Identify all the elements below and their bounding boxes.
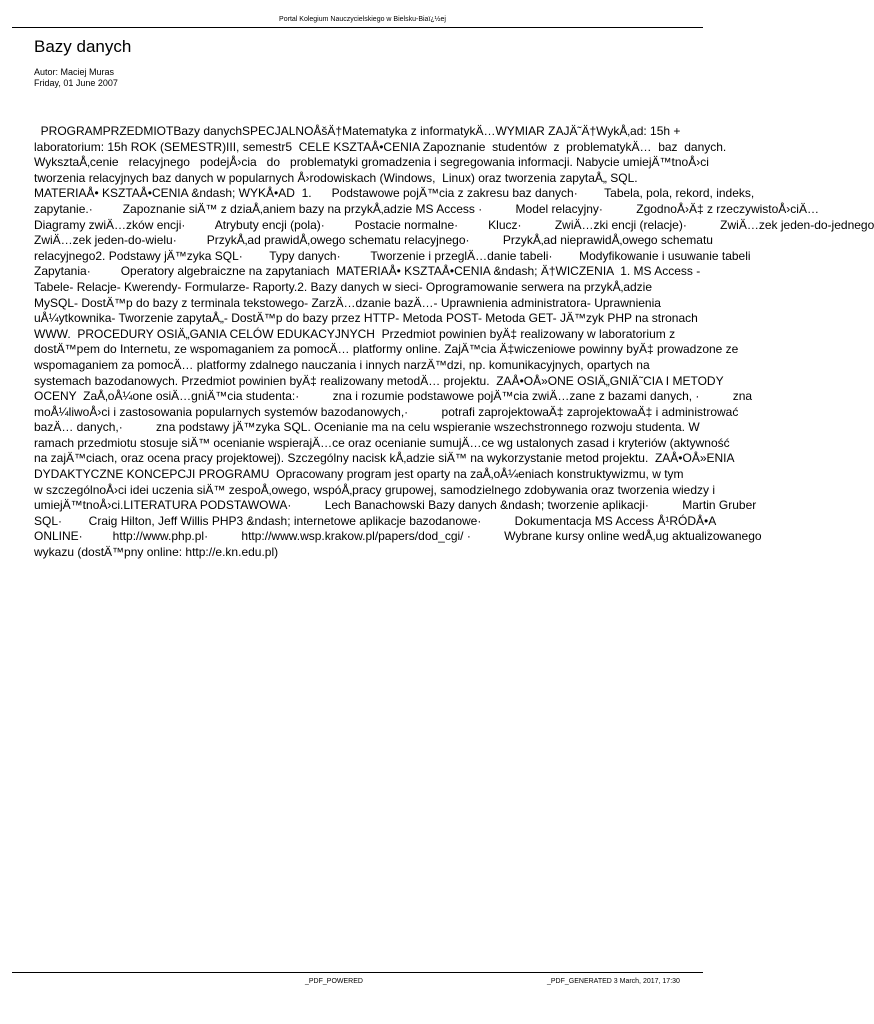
body-line: relacyjnego2. Podstawy jÄ™zyka SQL· Typy danych· Tworzenie i przeglÄ…danie tabeli· Modyfikowanie i usuwanie tabeli: [34, 248, 751, 263]
body-line: Diagramy zwiÄ…zków encji· Atrybuty encji (pola)· Postacie normalne· Klucz· ZwiÄ…zki encji (relacje)· ZwiÄ…zek jeden-do-jednego: [34, 217, 874, 232]
footer-generated-text: _PDF_GENERATED 3 March, 2017, 17:30: [547, 978, 680, 985]
body-line: tworzenia relacyjnych baz danych w popularnych Å›rodowiskach (Windows, Linux) oraz tworzenia zapytaÅ„ SQL.: [34, 170, 638, 185]
body-line: zapytanie.· Zapoznanie siÄ™ z dziaÅ‚aniem bazy na przykÅ‚adzie MS Access · Model relacyjny· ZgodnoÅ›Ä‡ z rzeczywistoÅ›ciÄ…: [34, 201, 819, 216]
body-line: ONLINE· http://www.php.pl· http://www.wsp.krakow.pl/papers/dod_cgi/ · Wybrane kursy online wedÅ‚ug aktualizowanego: [34, 529, 762, 544]
body-line: MATERIAÅ• KSZTAÅ•CENIA &ndash; WYKÅ•AD 1. Podstawowe pojÄ™cia z zakresu baz danych· Tabela, pola, rekord, indeks,: [34, 186, 755, 201]
body-line: moÅ¼liwoÅ›ci i zastosowania popularnych systemów bazodanowych,· potrafi zaprojektowaÄ‡ zaprojektowaÄ‡ i administrować: [34, 404, 739, 419]
body-line: systemach bazodanowych. Przedmiot powinien byÄ‡ realizowany metodÄ… projektu. ZAÅ•OÅ»ONE OSIÄ„GNIÄ˜CIA I METODY: [34, 373, 724, 388]
body-line: Zapytania· Operatory algebraiczne na zapytaniach MATERIAÅ• KSZTAÅ•CENIA &ndash; Ä†WICZENIA 1. MS Access -: [34, 264, 701, 279]
body-line: PROGRAMPRZEDMIOTBazy danychSPECJALNOÅšÄ†Matematyka z informatykÄ…WYMIAR ZAJÄ˜Ä†WykÅ‚ad: 15h +: [34, 124, 681, 138]
body-line: OCENY ZaÅ‚oÅ¼one osiÄ…gniÄ™cia studenta:· zna i rozumie podstawowe pojÄ™cia zwiÄ…zane z bazami danych, · zna: [34, 389, 753, 404]
page-header-text: Portal Kolegium Nauczycielskiego w Bielsku-Biaï¿½ej: [279, 16, 446, 23]
body-line: wspomaganiem za pomocÄ… platformy zdalnego nauczania i innych narzÄ™dzi, np. komunikacyjnych, opartych na: [34, 357, 650, 372]
footer-powered-text: _PDF_POWERED: [305, 978, 363, 985]
body-line: WWW. PROCEDURY OSIÄ„GANIA CELÓW EDUKACYJNYCH Przedmiot powinien byÄ‡ realizowany w laboratorium z: [34, 326, 676, 341]
body-line: MySQL- DostÄ™p do bazy z terminala tekstowego- ZarzÄ…dzanie bazÄ…- Uprawnienia administratora- Uprawnienia: [34, 295, 661, 310]
author-line: Autor: Maciej Muras: [34, 67, 115, 77]
body-line: na zajÄ™ciach, oraz ocena pracy projektowej). Szczególny nacisk kÅ‚adzie siÄ™ na wykorzystanie metod projektu. ZAÅ•OÅ»ENIA: [34, 451, 735, 466]
header-divider: [12, 27, 703, 28]
body-line: WyksztaÅ‚cenie relacyjnego podejÅ›cia do problematyki gromadzenia i segregowania informacji. Nabycie umiejÄ™tnoÅ›ci: [34, 155, 709, 170]
page-title: Bazy danych: [34, 37, 132, 56]
body-line: ramach przedmiotu stosuje siÄ™ ocenianie wspierajÄ…ce oraz ocenianie sumujÄ…ce wg ustalonych zasad i kryteriów (aktywność: [34, 435, 730, 450]
body-line: dostÄ™pem do Internetu, ze wspomaganiem za pomocÄ… platformy online. ZajÄ™cia Ä‡wiczeniowe powinny byÄ‡ prowadzone ze: [34, 342, 739, 357]
body-line: laboratorium: 15h ROK (SEMESTR)III, semestr5 CELE KSZTAÅ•CENIA Zapoznanie studentów z problematykÄ… baz danych.: [34, 139, 727, 154]
body-line: umiejÄ™tnoÅ›ci.LITERATURA PODSTAWOWA· Lech Banachowski Bazy danych &ndash; tworzenie aplikacji· Martin Gruber: [34, 498, 757, 513]
body-line: wykazu (dostÄ™pny online: http://e.kn.edu.pl): [34, 545, 279, 560]
body-line: SQL· Craig Hilton, Jeff Willis PHP3 &ndash; internetowe aplikacje bazodanowe· Dokumentacja MS Access Å¹RÓDÅ•A: [34, 513, 717, 528]
body-line: DYDAKTYCZNE KONCEPCJI PROGRAMU Opracowany program jest oparty na zaÅ‚oÅ¼eniach konstruktywizmu, w tym: [34, 467, 684, 482]
body-line: bazÄ… danych,· zna podstawy jÄ™zyka SQL. Ocenianie ma na celu wspieranie wszechstronnego rozwoju studenta. W: [34, 420, 700, 435]
body-line: Tabele- Relacje- Kwerendy- Formularze- Raporty.2. Bazy danych w sieci- Oprogramowanie serwera na przykÅ‚adzie: [34, 279, 653, 294]
article-body: [34, 124, 874, 561]
body-line: w szczególnoÅ›ci idei uczenia siÄ™ zespoÅ‚owego, wspóÅ‚pracy grupowej, samodzielnego zdobywania oraz tworzenia wiedzy i: [34, 482, 716, 497]
footer-divider: [12, 972, 703, 973]
date-line: Friday, 01 June 2007: [34, 78, 118, 88]
body-line: ZwiÄ…zek jeden-do-wielu· PrzykÅ‚ad prawidÅ‚owego schematu relacyjnego· PrzykÅ‚ad nieprawidÅ‚owego schematu: [34, 233, 713, 248]
body-line: uÅ¼ytkownika- Tworzenie zapytaÅ„- DostÄ™p do bazy przez HTTP- Metoda POST- Metoda GET- JÄ™zyk PHP na stronach: [34, 311, 698, 326]
